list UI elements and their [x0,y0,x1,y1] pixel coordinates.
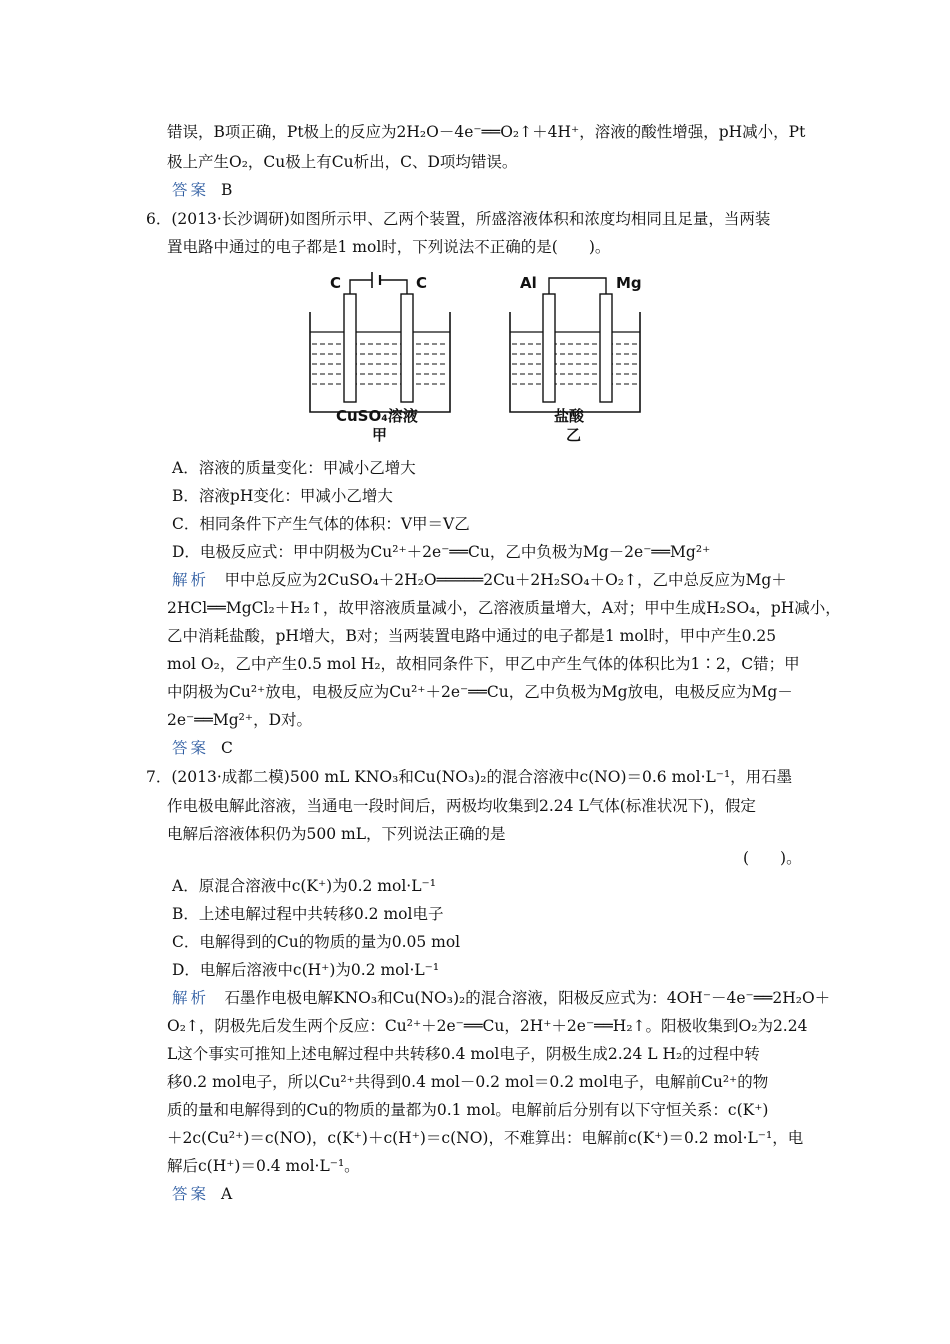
q6-analysis-line-1: 解析 甲中总反应为2CuSO₄＋2H₂O═════2Cu＋2H₂SO₄＋O₂↑，乙中总反应为Mg＋ [172,571,787,589]
label-electrode-c-right: C [416,274,428,292]
q7-option-b: B．上述电解过程中共转移0.2 mol电子 [172,905,444,923]
q7-analysis-line-7: 解后c(H⁺)＝0.4 mol·L⁻¹。 [167,1157,360,1175]
analysis-label: 解析 [172,989,210,1007]
q7-analysis-line-4: 移0.2 mol电子，所以Cu²⁺共得到0.4 mol－0.2 mol＝0.2 mol电子，电解前Cu²⁺的物 [167,1073,769,1091]
label-device-jia: 甲 [372,426,388,444]
q6-analysis-line-3: 乙中消耗盐酸，pH增大，B对；当两装置电路中通过的电子都是1 mol时，甲中产生0.25 [167,627,777,645]
beaker-right [510,278,640,412]
q7-stem-line-2: 作电极电解此溶液，当通电一段时间后，两极均收集到2.24 L气体(标准状况下)，假定 [167,797,756,815]
q6-option-b: B．溶液pH变化：甲减小乙增大 [172,487,393,505]
electrode-right-c1 [401,294,413,402]
q7-option-a: A．原混合溶液中c(K⁺)为0.2 mol·L⁻¹ [172,877,436,895]
label-hydrochloric-acid: 盐酸 [554,407,585,425]
q6-apparatus-diagram [300,262,660,446]
q6-option-c: C．相同条件下产生气体的体积：V甲＝V乙 [172,515,470,533]
q7-option-d: D．电解后溶液中c(H⁺)为0.2 mol·L⁻¹ [172,961,440,979]
q6-analysis-line-4: mol O₂，乙中产生0.5 mol H₂，故相同条件下，甲乙中产生气体的体积比为1∶2，C错；甲 [167,655,800,673]
q7-option-c: C．电解得到的Cu的物质的量为0.05 mol [172,933,461,951]
electrode-al [543,294,555,402]
q7-analysis-line-2: O₂↑，阴极先后发生两个反应：Cu²⁺＋2e⁻══Cu，2H⁺＋2e⁻══H₂↑。阳极收集到O₂为2.24 [167,1017,808,1035]
q7-analysis-line-3: L这个事实可推知上述电解过程中共转移0.4 mol电子，阴极生成2.24 L H₂的过程中转 [167,1045,760,1063]
q7-analysis-line-6: ＋2c(Cu²⁺)＝c(NO)，c(K⁺)＋c(H⁺)＝c(NO)，不难算出：电解前c(K⁺)＝0.2 mol·L⁻¹，电 [167,1129,804,1147]
label-electrode-al: Al [520,274,537,292]
continuation-line-2: 极上产生O₂，Cu极上有Cu析出，C、D项均错误。 [167,153,518,171]
q7-analysis-line-1: 解析 石墨作电极电解KNO₃和Cu(NO₃)₂的混合溶液，阳极反应式为：4OH⁻－4e⁻══2H₂O＋ [172,989,831,1007]
wire-right [549,278,606,294]
answer-label: 答案 [172,181,210,199]
analysis-label: 解析 [172,571,210,589]
beaker-left [310,272,450,412]
electrode-left-c1 [344,294,356,402]
q6-analysis-line-5: 中阴极为Cu²⁺放电，电极反应为Cu²⁺＋2e⁻══Cu，乙中负极为Mg放电，电极反应为Mg－ [167,683,793,701]
label-electrode-c-left: C [330,274,342,292]
q7-stem-line-3: 电解后溶液体积仍为500 mL，下列说法正确的是 [167,825,506,843]
label-cuso4-solution: CuSO₄溶液 [336,407,418,425]
answer-value: C [221,739,233,757]
label-electrode-mg: Mg [616,274,642,292]
q6-answer-row [172,738,233,758]
answer-value: B [221,181,233,199]
q6-analysis-line-6: 2e⁻══Mg²⁺，D对。 [167,711,312,729]
q6-option-a: A．溶液的质量变化：甲减小乙增大 [172,459,416,477]
q6-stem-line-2: 置电路中通过的电子都是1 mol时，下列说法不正确的是( )。 [167,238,611,256]
q6-analysis-line-2: 2HCl══MgCl₂＋H₂↑，故甲溶液质量减小，乙溶液质量增大，A对；甲中生成H₂SO₄，pH减小， [167,599,841,617]
continuation-line-1: 错误，B项正确，Pt极上的反应为2H₂O－4e⁻══O₂↑＋4H⁺，溶液的酸性增强，pH减小，Pt [167,123,806,141]
q7-answer-blank: ( )。 [743,849,802,867]
answer-value: A [221,1185,233,1203]
q6-stem-line-1: 6．(2013·长沙调研)如图所示甲、乙两个装置，所盛溶液体积和浓度均相同且足量，当两装 [146,210,771,228]
answer-row-prev [172,180,232,200]
label-device-yi: 乙 [566,426,582,444]
answer-label: 答案 [172,1185,210,1203]
answer-label: 答案 [172,739,210,757]
q7-stem-line-1: 7．(2013·成都二模)500 mL KNO₃和Cu(NO₃)₂的混合溶液中c(NO)＝0.6 mol·L⁻¹，用石墨 [146,768,793,786]
q6-option-d: D．电极反应式：甲中阴极为Cu²⁺＋2e⁻══Cu，乙中负极为Mg－2e⁻══Mg²⁺ [172,543,711,561]
electrode-mg [600,294,612,402]
q7-analysis-line-5: 质的量和电解得到的Cu的物质的量都为0.1 mol。电解前后分别有以下守恒关系：c(K⁺) [167,1101,769,1119]
q7-answer-row [172,1184,232,1204]
